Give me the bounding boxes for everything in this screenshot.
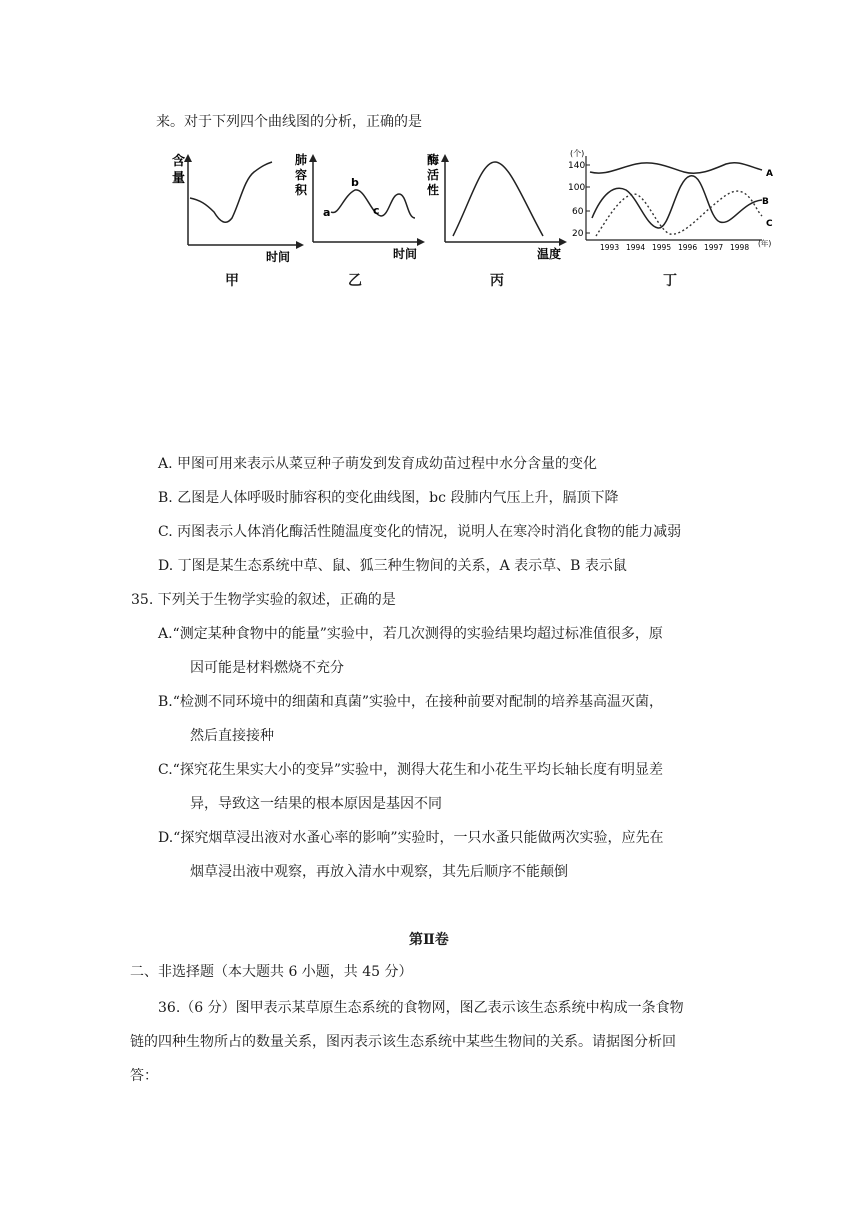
jia-xlabel: 时间 [266,250,291,264]
ding-xtick-1997: 1997 [704,243,724,252]
q35-option-b-line1: B.“检测不同环境中的细菌和真菌”实验中，在接种前要对配制的培养基高温灭菌， [158,694,664,710]
q34-option-b: B. 乙图是人体呼吸时肺容积的变化曲线图，bc 段肺内气压上升，膈顶下降 [158,490,619,506]
q35-option-c-line2: 异，导致这一结果的根本原因是基因不同 [190,796,442,812]
caption-bing: 丙 [490,273,504,289]
ding-xtick-1993: 1993 [600,243,620,252]
q34-option-d: D. 丁图是某生态系统中草、鼠、狐三种生物间的关系，A 表示草、B 表示鼠 [158,558,627,574]
ding-xtick-1995: 1995 [652,243,672,252]
figure-yi [293,150,428,265]
ding-ytick-60: 60 [572,207,584,217]
q36-line3: 答： [130,1068,158,1084]
part2-title: 第Ⅱ卷 [409,932,449,948]
q34-option-a: A. 甲图可用来表示从菜豆种子萌发到发育成幼苗过程中水分含量的变化 [158,456,598,472]
jia-ylabel-1: 含 [172,154,186,169]
q34-option-c: C. 丙图表示人体消化酶活性随温度变化的情况，说明人在寒冷时消化食物的能力减弱 [158,524,682,540]
ding-series-a [590,163,762,174]
caption-ding: 丁 [663,273,677,289]
bing-ylabel-3: 性 [427,183,440,197]
bing-ylabel-2: 活 [427,168,440,182]
yi-point-c: c [373,204,380,217]
intro-text: 来。对于下列四个曲线图的分析，正确的是 [156,114,422,130]
ding-label-c: C [766,219,773,229]
yi-xlabel: 时间 [393,247,418,261]
ding-ytick-140: 140 [568,161,586,171]
q36-line2: 链的四种生物所占的数量关系，图丙表示该生态系统中某些生物间的关系。请据图分析回 [130,1034,676,1050]
q35-option-a-line1: A.“测定某种食物中的能量”实验中，若几次测得的实验结果均超过标准值很多，原 [158,626,663,642]
ding-xtick-1994: 1994 [626,243,646,252]
q35-option-d-line2: 烟草浸出液中观察，再放入清水中观察，其先后顺序不能颠倒 [190,864,568,880]
ding-ytick-100: 100 [568,183,586,193]
caption-jia: 甲 [225,273,239,289]
q35-option-b-line2: 然后直接接种 [190,728,274,744]
ding-xtick-1996: 1996 [678,243,698,252]
figure-bing [425,150,570,265]
q36-line1: 36.（6 分）图甲表示某草原生态系统的食物网，图乙表示该生态系统中构成一条食物 [158,1000,684,1016]
ding-ytick-20: 20 [572,229,584,239]
ding-series-b [592,176,762,228]
q35-option-a-line2: 因可能是材料燃烧不充分 [190,660,344,676]
ding-label-a: A [766,169,773,179]
bing-curve [453,162,543,236]
ding-yunit: (个) [570,149,585,158]
ding-xunit: (年) [758,239,772,248]
figure-ding [566,146,780,261]
ding-label-b: B [762,197,769,207]
yi-ylabel-1: 肺 [295,153,308,167]
jia-ylabel-2: 量 [172,171,186,186]
yi-ylabel-2: 容 [295,168,308,182]
q35-stem: 35. 下列关于生物学实验的叙述，正确的是 [131,592,396,608]
yi-point-b: b [351,176,359,189]
q35-option-c-line1: C.“探究花生果实大小的变异”实验中，测得大花生和小花生平均长轴长度有明显差 [158,762,663,778]
caption-yi: 乙 [348,273,362,289]
yi-point-a: a [323,206,331,219]
yi-ylabel-3: 积 [295,183,308,197]
figure-jia [170,150,308,265]
ding-xtick-1998: 1998 [730,243,750,252]
bing-ylabel-1: 酶 [427,153,440,167]
q35-option-d-line1: D.“探究烟草浸出液对水蚤心率的影响”实验时，一只水蚤只能做两次实验，应先在 [158,830,664,846]
part2-section-heading: 二、非选择题（本大题共 6 小题，共 45 分） [130,964,413,980]
jia-curve [190,162,272,222]
bing-xlabel: 温度 [537,247,562,261]
